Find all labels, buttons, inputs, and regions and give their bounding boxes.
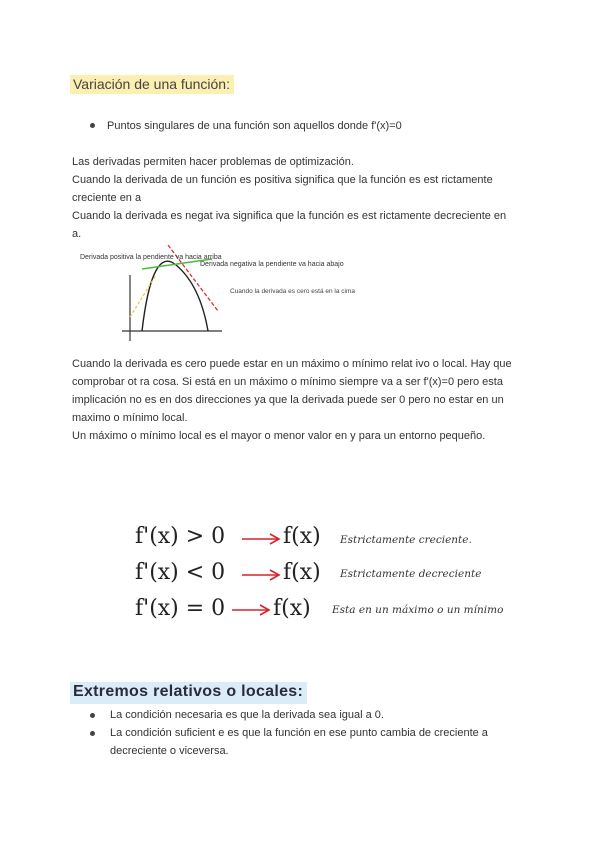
- derivative-sketch-graph: [72, 245, 372, 345]
- paragraph-line: Cuando la derivada es cero puede estar en un máximo o mínimo relat ivo o local. Hay que: [72, 358, 512, 370]
- math-row-positive: [135, 524, 225, 549]
- section-heading-extremos: Extremos relativos o locales:: [70, 682, 307, 704]
- list-item: [90, 706, 530, 724]
- paragraph-line: Las derivadas permiten hacer problemas de optimización.: [72, 156, 354, 168]
- list-item: [90, 724, 530, 760]
- bullet-dot-icon: [90, 713, 95, 718]
- paragraph-line: creciente en a: [72, 192, 142, 204]
- red-arrow-icon: [230, 603, 272, 617]
- math-row-negative: [135, 560, 225, 585]
- red-arrow-icon: [240, 532, 282, 546]
- list-item-text: La condición suficient e es que la función en ese punto cambia de creciente a decreciente o viceversa.: [110, 727, 488, 757]
- paragraph-line: Cuando la derivada de un función es positiva significa que la función es est rictamente: [72, 174, 493, 186]
- bullet-text: Puntos singulares de una función son aquellos donde f'(x)=0: [107, 120, 402, 132]
- paragraph-line: implicación no es en dos direcciones ya que la derivada puede ser 0 pero no estar en un: [72, 394, 504, 406]
- paragraph-line: maximo o mínimo local.: [72, 412, 188, 424]
- section-heading-variacion: Variación de una función:: [70, 75, 234, 94]
- math-desc: Estrictamente creciente.: [340, 534, 472, 546]
- red-arrow-icon: [240, 568, 282, 582]
- paragraph-line: Un máximo o mínimo local es el mayor o menor valor en y para un entorno pequeño.: [72, 430, 486, 442]
- paragraph-line: comprobar ot ra cosa. Si está en un máximo o mínimo siempre va a ser f'(x)=0 pero esta: [72, 376, 503, 388]
- math-rhs: f(x): [283, 560, 321, 585]
- extremos-list: [90, 706, 530, 760]
- label-negative: Derivada negativa la pendiente va hacia abajo: [200, 261, 344, 268]
- paragraph-derivadas: [72, 153, 542, 243]
- math-lhs: f'(x) < 0: [135, 560, 226, 585]
- label-positive: Derivada positiva la pendiente va hacia arriba: [80, 254, 222, 261]
- paragraph-line: Cuando la derivada es negat iva significa que la función es est rictamente decreciente en: [72, 210, 507, 222]
- paragraph-line: a.: [72, 228, 82, 240]
- math-rhs: f(x): [283, 524, 321, 549]
- list-item-text: La condición necesaria es que la derivada sea igual a 0.: [110, 709, 384, 721]
- math-desc: Esta en un máximo o un mínimo: [332, 604, 504, 616]
- bullet-item-singular-points: [90, 120, 402, 132]
- parabola-curve: [142, 261, 208, 331]
- label-zero: Cuando la derivada es cero está en la cima: [230, 288, 356, 295]
- positive-tangent-line: [130, 275, 156, 317]
- math-lhs: f'(x) > 0: [135, 524, 226, 549]
- math-desc: Estrictamente decreciente: [340, 568, 482, 580]
- paragraph-maximo-minimo: [72, 355, 542, 445]
- bullet-dot-icon: [90, 731, 95, 736]
- math-rhs: f(x): [273, 596, 311, 621]
- math-row-zero: [135, 596, 225, 621]
- math-lhs: f'(x) = 0: [135, 596, 226, 621]
- bullet-dot-icon: [90, 123, 95, 128]
